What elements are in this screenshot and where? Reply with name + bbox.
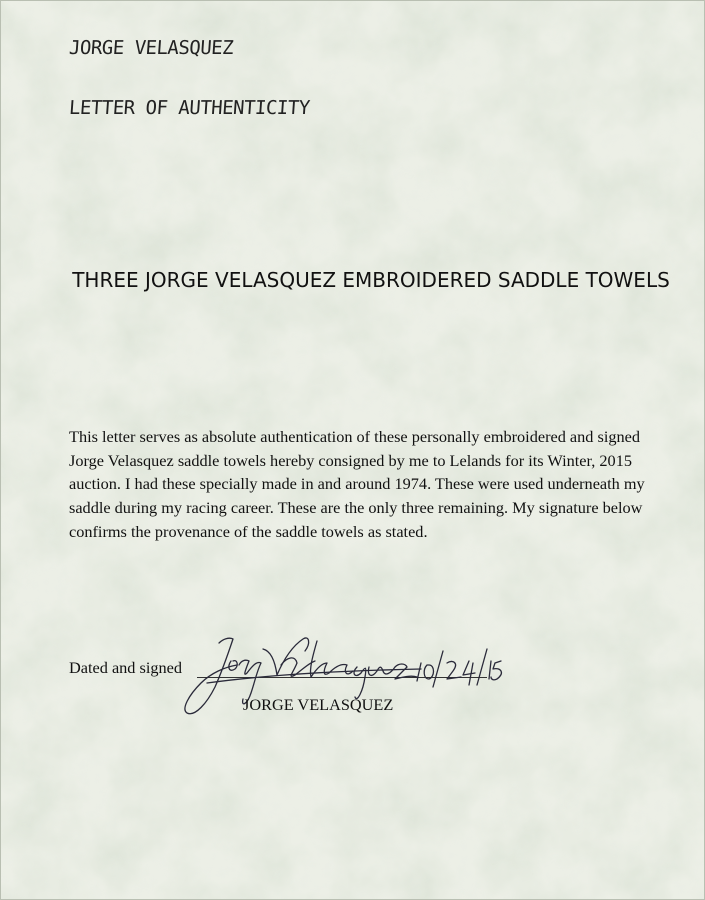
dated-signed-label: Dated and signed	[69, 658, 183, 677]
signer-name: JORGE VELASQUEZ	[243, 695, 394, 714]
letter-title: THREE JORGE VELASQUEZ EMBROIDERED SADDLE TOWELS	[72, 268, 670, 292]
header-name: JORGE VELASQUEZ	[68, 37, 234, 59]
letter-body: This letter serves as absolute authentication of these personally embroidered and signed Jorge Velasquez saddle towels hereby consigned by me to Lelands for its Winter, 2015 auction. I had these specially made in and around 1974. These were used underneath my saddle during my racing career. These are the only three remaining. My signature below confirms the provenance of the saddle towels as stated.	[69, 427, 645, 541]
header-document-type: LETTER OF AUTHENTICITY	[68, 97, 311, 119]
